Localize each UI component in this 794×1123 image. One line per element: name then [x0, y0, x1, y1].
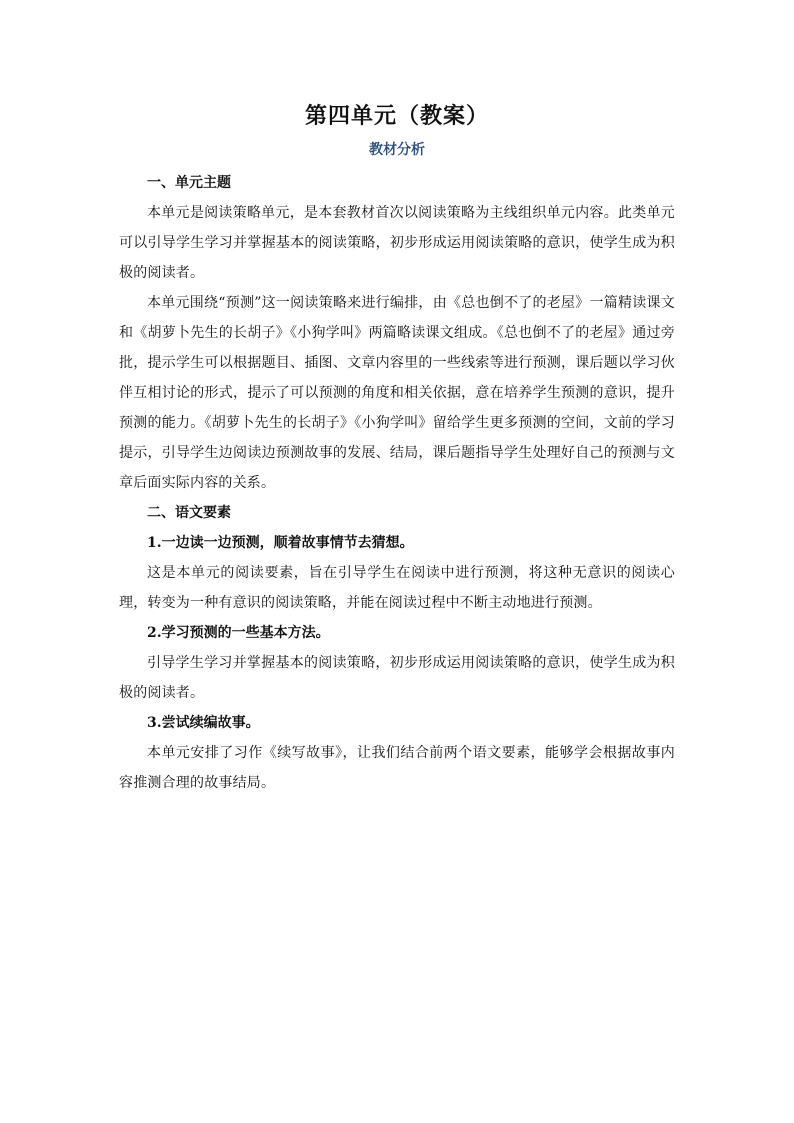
document-subtitle: 教材分析: [369, 142, 425, 158]
point-heading: 2.学习预测的一些基本方法。: [147, 625, 330, 641]
paragraph: 这是本单元的阅读要素，旨在引导学生在阅读中进行预测，将这种无意识的阅读心理，转变为一种有意识的阅读策略，并能在阅读过程中不断主动地进行预测。: [119, 565, 675, 611]
section-language-elements: [119, 498, 675, 798]
document-title: 第四单元（教案）: [304, 103, 489, 129]
paragraph: 本单元是阅读策略单元，是本套教材首次以阅读策略为主线组织单元内容。此类单元可以引导学生学习并掌握基本的阅读策略，初步形成运用阅读策略的意识，使学生成为积极的阅读者。: [119, 205, 675, 281]
paragraph: 引导学生学习并掌握基本的阅读策略，初步形成运用阅读策略的意识，使学生成为积极的阅读者。: [119, 655, 675, 701]
paragraph: 本单元安排了习作《续写故事》，让我们结合前两个语文要素，能够学会根据故事内容推测合理的故事结局。: [119, 745, 675, 791]
paragraph: 本单元围绕“预测”这一阅读策略来进行编排，由《总也倒不了的老屋》一篇精读课文和《胡萝卜先生的长胡子》《小狗学叫》两篇略读课文组成。《总也倒不了的老屋》通过旁批，提示学生可以根据题目、插图、文章内容里的一些线索等进行预测，课后题以学习伙伴互相讨论的形式，提示了可以预测的角度和相关依据，意在培养学生预测的意识，提升预测的能力。《胡萝卜先生的长胡子》《小狗学叫》留给学生更多预测的空间，文前的学习提示，引导学生边阅读边预测故事的发展、结局，课后题指导学生处理好自己的预测与文章后面实际内容的关系。: [119, 295, 675, 491]
point-heading: 1.一边读一边预测，顺着故事情节去猜想。: [147, 535, 414, 551]
section-heading: 二、语文要素: [147, 505, 231, 521]
point-heading: 3.尝试续编故事。: [147, 715, 260, 731]
document-page: [119, 100, 675, 798]
section-unit-theme: [119, 168, 675, 498]
section-heading: 一、单元主题: [147, 175, 231, 191]
